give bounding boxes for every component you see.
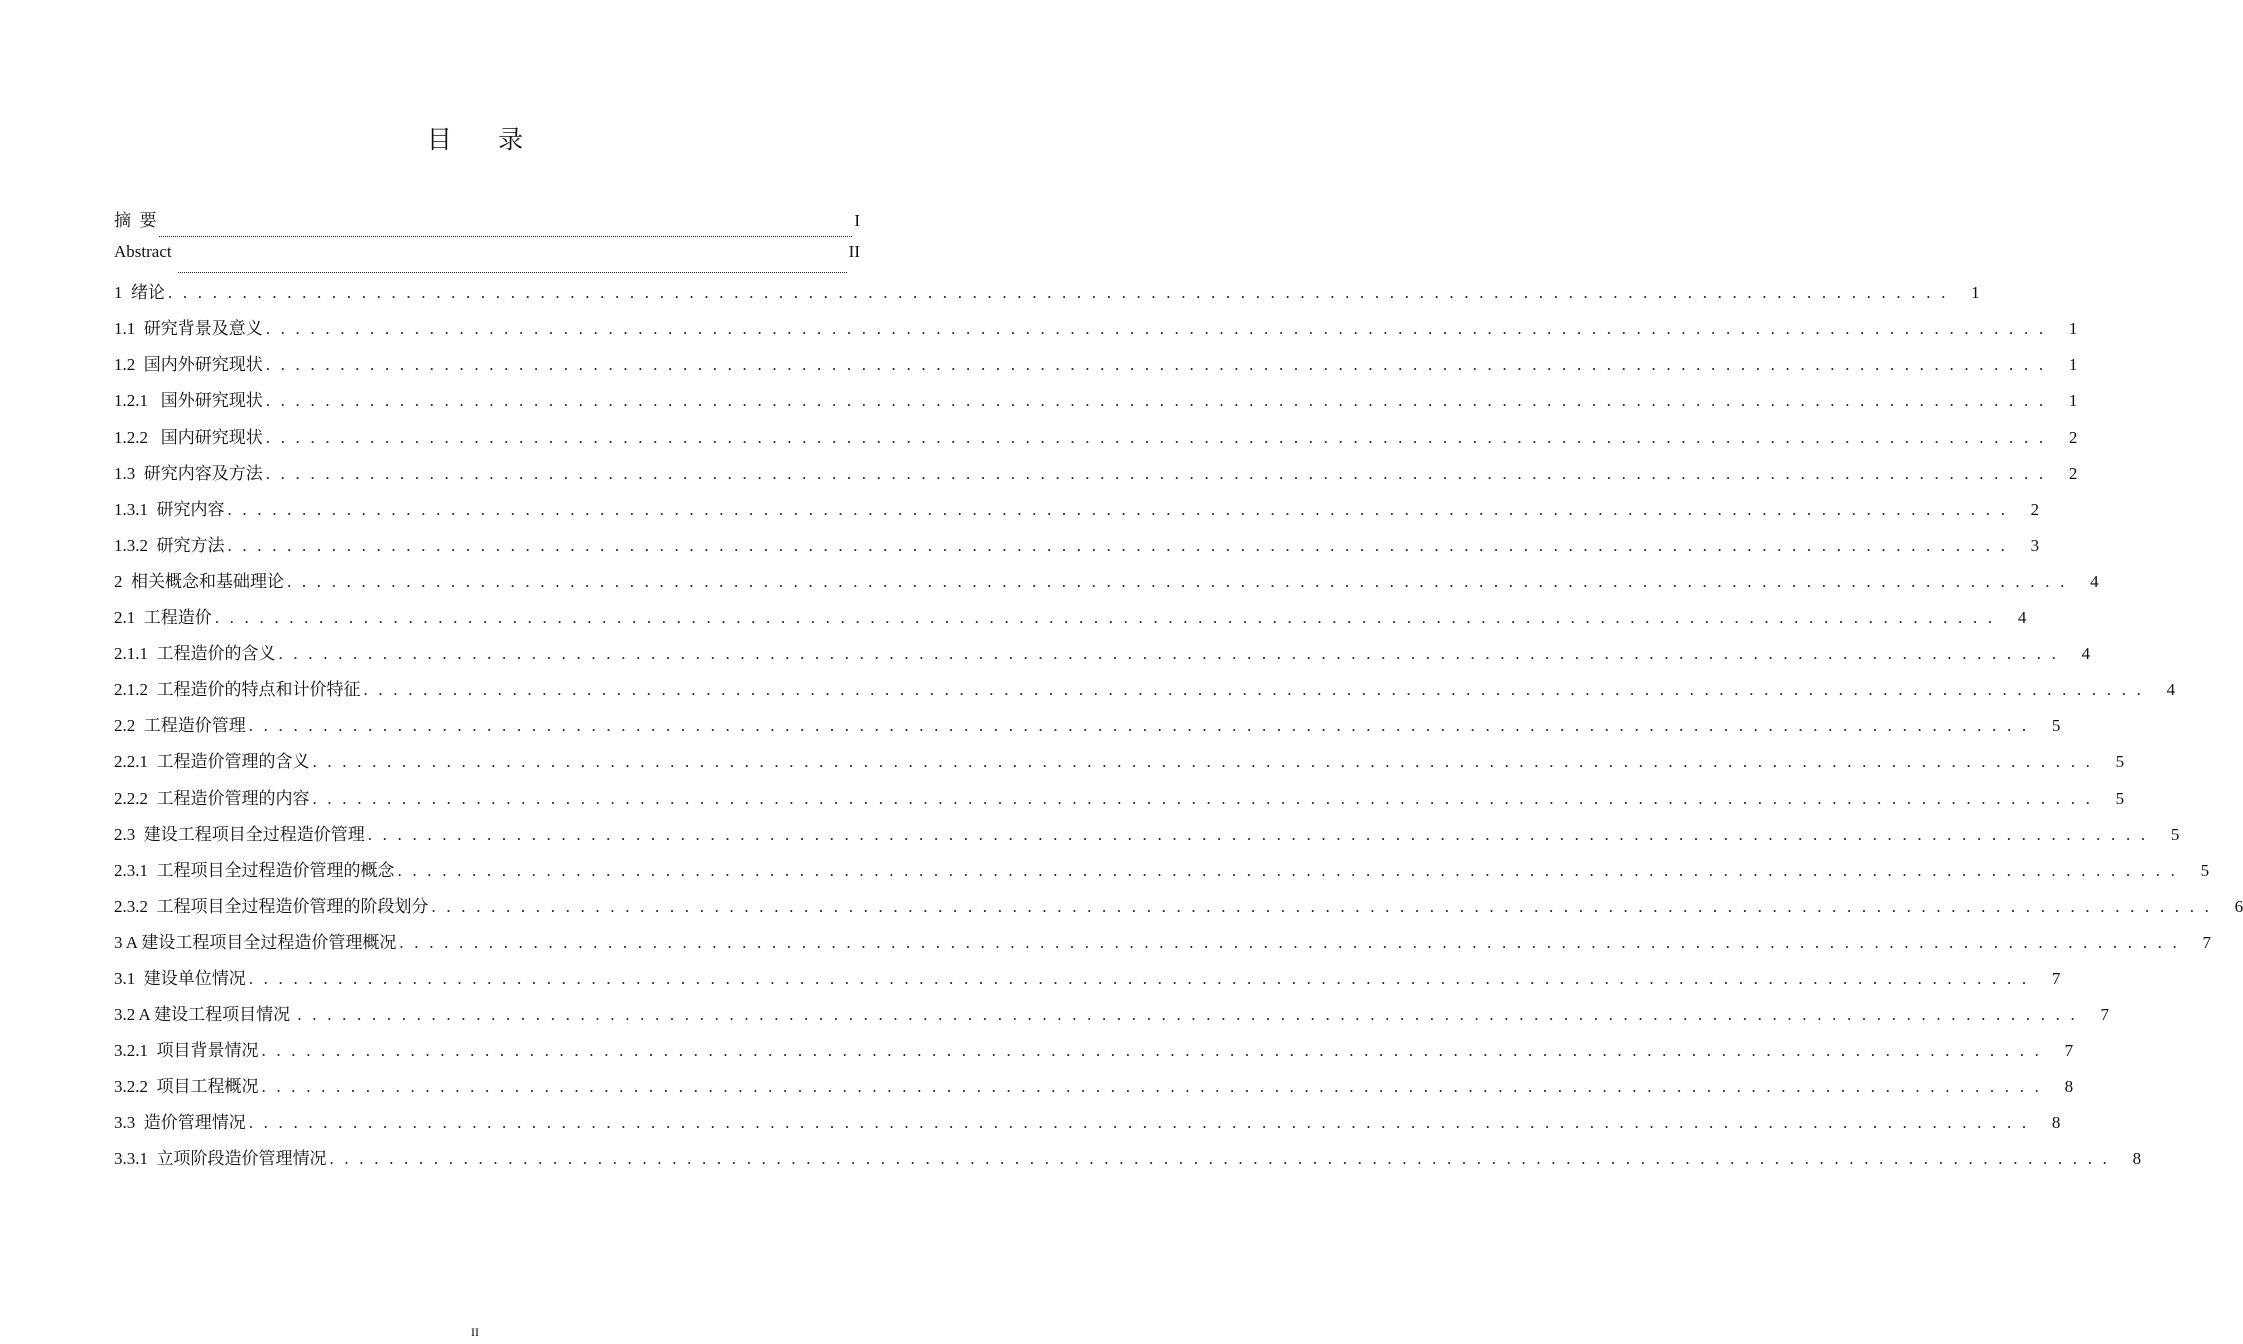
toc-entry-page: 1: [2068, 391, 2078, 411]
toc-leader-dots: . . . . . . . . . . . . . . . . . . . . . . . . . . . . . . . . . . . . . . . . . . . . . . . . . . . . . . . . . . . . . . . . . . . . . . . . . . . . . . . . . . . . . . . . . . . . . . . . . . . . . . . . . . . . . . . . . . . . . . . .: [397, 860, 2179, 880]
toc-entry[interactable]: [114, 350, 2078, 386]
toc-entry-page: 7: [2064, 1041, 2074, 1061]
toc-entry[interactable]: [114, 856, 2210, 892]
toc-entry[interactable]: [114, 1000, 2109, 1036]
table-of-contents: [114, 206, 2243, 1181]
toc-entry-page: 7: [2051, 968, 2061, 988]
toc-entry[interactable]: [114, 314, 2078, 350]
toc-entry-label: 3.3.1 立项阶段造价管理情况: [114, 1149, 327, 1169]
toc-entry[interactable]: [114, 278, 1980, 314]
toc-entry[interactable]: [114, 928, 2211, 964]
toc-entry-page: 7: [2100, 1005, 2109, 1025]
toc-entry-page: 8: [2132, 1149, 2142, 1169]
toc-entry[interactable]: [114, 964, 2061, 1000]
toc-entry[interactable]: [114, 639, 2091, 675]
toc-entry-page: 1: [1971, 283, 1980, 303]
toc-entry-page: I: [854, 211, 860, 230]
toc-entry-label: 1.2 国内外研究现状: [114, 355, 263, 375]
toc-leader-dots: . . . . . . . . . . . . . . . . . . . . . . . . . . . . . . . . . . . . . . . . . . . . . . . . . . . . . . . . . . . . . . . . . . . . . . . . . . . . . . . . . . . . . . . . . . . . . . . . . . . . . . . . . . . . . . . . . . . . . . . .: [248, 968, 2030, 988]
toc-entry-label: 3.2 A 建设工程项目情况: [114, 1005, 295, 1025]
toc-entry-label: 1.3.1 研究内容: [114, 499, 225, 519]
toc-entry-label: 2.1.2 工程造价的特点和计价特征: [114, 680, 361, 700]
toc-leader-dots: . . . . . . . . . . . . . . . . . . . . . . . . . . . . . . . . . . . . . . . . . . . . . . . . . . . . . . . . . . . . . . . . . . . . . . . . . . . . . . . . . . . . . . . . . . . . . . . . . . . . . . . . . . . . . . . . . . . . . . . .: [431, 896, 2213, 916]
toc-entry-page: 4: [2081, 644, 2091, 664]
toc-entry-page: 5: [2200, 860, 2210, 880]
toc-entry-page: 6: [2234, 896, 2243, 916]
toc-leader-dots: . . . . . . . . . . . . . . . . . . . . . . . . . . . . . . . . . . . . . . . . . . . . . . . . . . . . . . . . . . . . . . . . . . . . . . . . . . . . . . . . . . . . . . . . . . . . . . . . . . . . . . . . . . . . . . . . . . . . . . . .: [227, 535, 2009, 555]
toc-entry-page: 3: [2030, 535, 2040, 555]
toc-entry-label: 1.3 研究内容及方法: [114, 463, 263, 483]
toc-entry-page: 8: [2064, 1077, 2074, 1097]
toc-leader-dots: . . . . . . . . . . . . . . . . . . . . . . . . . . . . . . . . . . . . . . . . . . . . . . . . . . . . . . . . . . . . . . . . . . . . . . . . . . . . . . . . . . . . . . . . . . . . . . . . . . . . . . . . . . . . . . . . . . . . . . . .: [399, 932, 2180, 952]
toc-leader-dots: . . . . . . . . . . . . . . . . . . . . . . . . . . . . . . . . . . . . . . . . . . . . . . . . . . . . . . . . . . . . . . . . . . . . . . . . . . . . . . . . . . . . . . . . . . . . . . . . . . . . . . . . . . . . . . . . . . . . . . . .: [312, 752, 2094, 772]
toc-leader-dots: [159, 236, 853, 237]
toc-entry[interactable]: [114, 423, 2078, 459]
toc-leader-dots: . . . . . . . . . . . . . . . . . . . . . . . . . . . . . . . . . . . . . . . . . . . . . . . . . . . . . . . . . . . . . . . . . . . . . . . . . . . . . . . . . . . . . . . . . . . . . . . . . . . . . . . . . . . . . . . . . . . . . . . .: [265, 427, 2047, 447]
toc-entry-label: 1.1 研究背景及意义: [114, 319, 263, 339]
toc-entry-label: 1.2.1 国外研究现状: [114, 391, 263, 411]
toc-leader-dots: . . . . . . . . . . . . . . . . . . . . . . . . . . . . . . . . . . . . . . . . . . . . . . . . . . . . . . . . . . . . . . . . . . . . . . . . . . . . . . . . . . . . . . . . . . . . . . . . . . . . . . . . . . . . . . . . . . . . . . . .: [278, 644, 2060, 664]
toc-entry[interactable]: [114, 531, 2040, 567]
toc-entry[interactable]: [114, 1036, 2074, 1072]
toc-entry-label: 3.2.1 项目背景情况: [114, 1041, 259, 1061]
toc-entry-label: 摘 要: [114, 211, 157, 230]
toc-entry-label: 2 相关概念和基础理论: [114, 571, 284, 591]
toc-entry[interactable]: [114, 495, 2040, 531]
toc-entry-label: 2.3 建设工程项目全过程造价管理: [114, 824, 365, 844]
toc-leader-dots: . . . . . . . . . . . . . . . . . . . . . . . . . . . . . . . . . . . . . . . . . . . . . . . . . . . . . . . . . . . . . . . . . . . . . . . . . . . . . . . . . . . . . . . . . . . . . . . . . . . . . . . . . . . . . . . . . . . . . . . .: [261, 1041, 2043, 1061]
toc-entry-page: 2: [2068, 427, 2078, 447]
toc-entry-label: 2.1 工程造价: [114, 608, 212, 628]
toc-entry-page: 5: [2170, 824, 2180, 844]
toc-leader-dots: . . . . . . . . . . . . . . . . . . . . . . . . . . . . . . . . . . . . . . . . . . . . . . . . . . . . . . . . . . . . . . . . . . . . . . . . . . . . . . . . . . . . . . . . . . . . . . . . . . . . . . . . . . . . . . . . . . . . . . . .: [265, 319, 2047, 339]
toc-entry[interactable]: [114, 892, 2243, 928]
toc-entry[interactable]: [114, 820, 2180, 856]
toc-entry-label: 2.3.2 工程项目全过程造价管理的阶段划分: [114, 896, 429, 916]
toc-entry-label: 3.3 造价管理情况: [114, 1113, 246, 1133]
toc-entry-page: 2: [2068, 463, 2078, 483]
toc-entry-label: 2.3.1 工程项目全过程造价管理的概念: [114, 860, 395, 880]
toc-leader-dots: . . . . . . . . . . . . . . . . . . . . . . . . . . . . . . . . . . . . . . . . . . . . . . . . . . . . . . . . . . . . . . . . . . . . . . . . . . . . . . . . . . . . . . . . . . . . . . . . . . . . . . . . . . . . . . . . . . . . . . . .: [168, 283, 1949, 303]
toc-entry-label: Abstract: [114, 242, 176, 262]
toc-leader-dots: . . . . . . . . . . . . . . . . . . . . . . . . . . . . . . . . . . . . . . . . . . . . . . . . . . . . . . . . . . . . . . . . . . . . . . . . . . . . . . . . . . . . . . . . . . . . . . . . . . . . . . . . . . . . . . . . . . . . . . . .: [265, 355, 2047, 375]
toc-entry-label: 2.2.1 工程造价管理的含义: [114, 752, 310, 772]
toc-entry-label: 3 A 建设工程项目全过程造价管理概况: [114, 932, 397, 952]
toc-leader-dots: . . . . . . . . . . . . . . . . . . . . . . . . . . . . . . . . . . . . . . . . . . . . . . . . . . . . . . . . . . . . . . . . . . . . . . . . . . . . . . . . . . . . . . . . . . . . . . . . . . . . . . . . . . . . . . . . . . . . . . . .: [287, 571, 2068, 591]
toc-entry-page: 5: [2051, 716, 2061, 736]
toc-leader-dots: . . . . . . . . . . . . . . . . . . . . . . . . . . . . . . . . . . . . . . . . . . . . . . . . . . . . . . . . . . . . . . . . . . . . . . . . . . . . . . . . . . . . . . . . . . . . . . . . . . . . . . . . . . . . . . . . . . . . . . . .: [265, 391, 2047, 411]
toc-entry-page: 4: [2090, 571, 2099, 591]
toc-entry-label: 1.2.2 国内研究现状: [114, 427, 263, 447]
toc-entry[interactable]: [114, 459, 2078, 495]
toc-leader-dots: . . . . . . . . . . . . . . . . . . . . . . . . . . . . . . . . . . . . . . . . . . . . . . . . . . . . . . . . . . . . . . . . . . . . . . . . . . . . . . . . . . . . . . . . . . . . . . . . . . . . . . . . . . . . . . . . . . . . . . . .: [227, 499, 2009, 519]
toc-leader-dots: . . . . . . . . . . . . . . . . . . . . . . . . . . . . . . . . . . . . . . . . . . . . . . . . . . . . . . . . . . . . . . . . . . . . . . . . . . . . . . . . . . . . . . . . . . . . . . . . . . . . . . . . . . . . . . . . . . . . . . . .: [312, 788, 2094, 808]
toc-entry[interactable]: [114, 784, 2125, 820]
toc-leader-dots: . . . . . . . . . . . . . . . . . . . . . . . . . . . . . . . . . . . . . . . . . . . . . . . . . . . . . . . . . . . . . . . . . . . . . . . . . . . . . . . . . . . . . . . . . . . . . . . . . . . . . . . . . . . . . . . . . . . . . . . .: [329, 1149, 2111, 1169]
toc-entry[interactable]: [114, 1108, 2061, 1144]
toc-entry-label: 1 绪论: [114, 283, 165, 303]
toc-entry[interactable]: [114, 711, 2061, 747]
toc-entry[interactable]: [114, 1144, 2142, 1180]
toc-leader-dots: . . . . . . . . . . . . . . . . . . . . . . . . . . . . . . . . . . . . . . . . . . . . . . . . . . . . . . . . . . . . . . . . . . . . . . . . . . . . . . . . . . . . . . . . . . . . . . . . . . . . . . . . . . . . . . . . . . . . . . . .: [248, 716, 2030, 736]
toc-leader-dots: [178, 272, 847, 273]
toc-leader-dots: . . . . . . . . . . . . . . . . . . . . . . . . . . . . . . . . . . . . . . . . . . . . . . . . . . . . . . . . . . . . . . . . . . . . . . . . . . . . . . . . . . . . . . . . . . . . . . . . . . . . . . . . . . . . . . . . . . . . . . . .: [261, 1077, 2043, 1097]
toc-entry-page: 8: [2051, 1113, 2061, 1133]
toc-leader-dots: . . . . . . . . . . . . . . . . . . . . . . . . . . . . . . . . . . . . . . . . . . . . . . . . . . . . . . . . . . . . . . . . . . . . . . . . . . . . . . . . . . . . . . . . . . . . . . . . . . . . . . . . . . . . . . . . . . . . . . . .: [363, 680, 2145, 700]
toc-entry-label: 2.2 工程造价管理: [114, 716, 246, 736]
toc-entry-label: 3.1 建设单位情况: [114, 968, 246, 988]
toc-entry-label: 2.2.2 工程造价管理的内容: [114, 788, 310, 808]
toc-leader-dots: . . . . . . . . . . . . . . . . . . . . . . . . . . . . . . . . . . . . . . . . . . . . . . . . . . . . . . . . . . . . . . . . . . . . . . . . . . . . . . . . . . . . . . . . . . . . . . . . . . . . . . . . . . . . . . . . . . . . . . . .: [367, 824, 2149, 844]
toc-entry-page: 1: [2068, 355, 2078, 375]
toc-leader-dots: . . . . . . . . . . . . . . . . . . . . . . . . . . . . . . . . . . . . . . . . . . . . . . . . . . . . . . . . . . . . . . . . . . . . . . . . . . . . . . . . . . . . . . . . . . . . . . . . . . . . . . . . . . . . . . . . . . . . . . . .: [297, 1005, 2078, 1025]
toc-entry-label: 1.3.2 研究方法: [114, 535, 225, 555]
toc-entry-label: 2.1.1 工程造价的含义: [114, 644, 276, 664]
toc-entry-label: 3.2.2 项目工程概况: [114, 1077, 259, 1097]
toc-entry-page: 1: [2068, 319, 2078, 339]
toc-entry-page: 2: [2030, 499, 2040, 519]
toc-entry-page: 7: [2202, 932, 2211, 952]
toc-entry-page: 4: [2166, 680, 2176, 700]
toc-leader-dots: . . . . . . . . . . . . . . . . . . . . . . . . . . . . . . . . . . . . . . . . . . . . . . . . . . . . . . . . . . . . . . . . . . . . . . . . . . . . . . . . . . . . . . . . . . . . . . . . . . . . . . . . . . . . . . . . . . . . . . . .: [248, 1113, 2030, 1133]
toc-entry[interactable]: [114, 242, 860, 278]
toc-entry[interactable]: [114, 567, 2099, 603]
page-title: 目 录: [426, 127, 544, 154]
toc-entry-page: 4: [2017, 608, 2027, 628]
toc-entry[interactable]: [114, 1072, 2074, 1108]
toc-leader-dots: . . . . . . . . . . . . . . . . . . . . . . . . . . . . . . . . . . . . . . . . . . . . . . . . . . . . . . . . . . . . . . . . . . . . . . . . . . . . . . . . . . . . . . . . . . . . . . . . . . . . . . . . . . . . . . . . . . . . . . . .: [265, 463, 2047, 483]
toc-entry[interactable]: [114, 386, 2078, 422]
toc-entry-page: 5: [2115, 752, 2125, 772]
toc-entry[interactable]: [114, 603, 2027, 639]
toc-entry[interactable]: [114, 206, 860, 242]
toc-entry[interactable]: [114, 675, 2176, 711]
toc-entry[interactable]: [114, 747, 2125, 783]
toc-entry-page: 5: [2115, 788, 2125, 808]
toc-entry-page: II: [848, 242, 860, 262]
toc-leader-dots: . . . . . . . . . . . . . . . . . . . . . . . . . . . . . . . . . . . . . . . . . . . . . . . . . . . . . . . . . . . . . . . . . . . . . . . . . . . . . . . . . . . . . . . . . . . . . . . . . . . . . . . . . . . . . . . . . . . . . . . .: [214, 608, 1996, 628]
page-number: II: [471, 1325, 479, 1339]
